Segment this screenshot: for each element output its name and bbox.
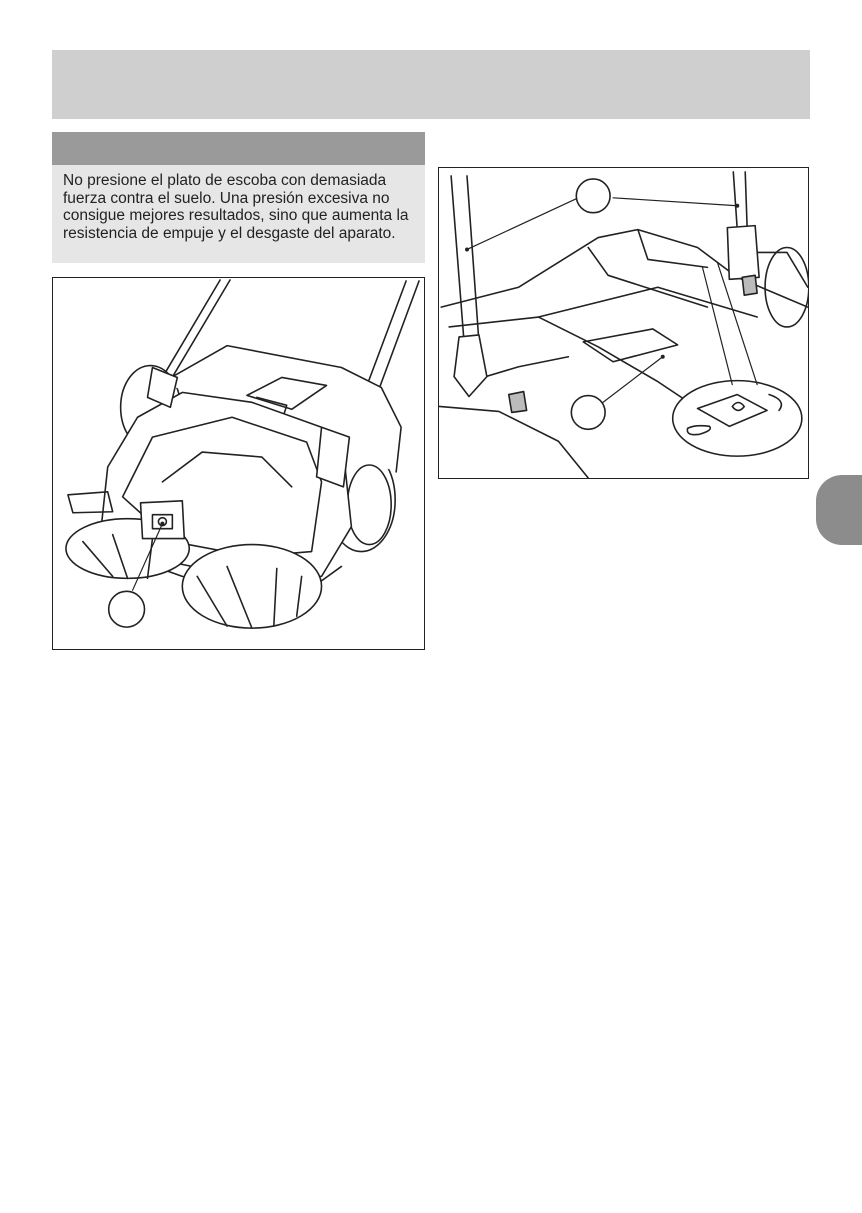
figure-sweeper-front (52, 277, 425, 650)
note-text: No presione el plato de escoba con demasiada fuerza contra el suelo. Una presión excesiva no consigue mejores resultados, sino que aumenta la resistencia de empuje y el desgaste del aparato. (63, 172, 409, 242)
figure-handle-detail (438, 167, 809, 479)
note-body (52, 165, 425, 263)
handle-detail-illustration (439, 168, 808, 478)
section-header-bar (52, 50, 810, 119)
note-header (52, 132, 425, 165)
sweeper-front-illustration (53, 278, 424, 649)
chapter-side-tab (816, 475, 862, 545)
